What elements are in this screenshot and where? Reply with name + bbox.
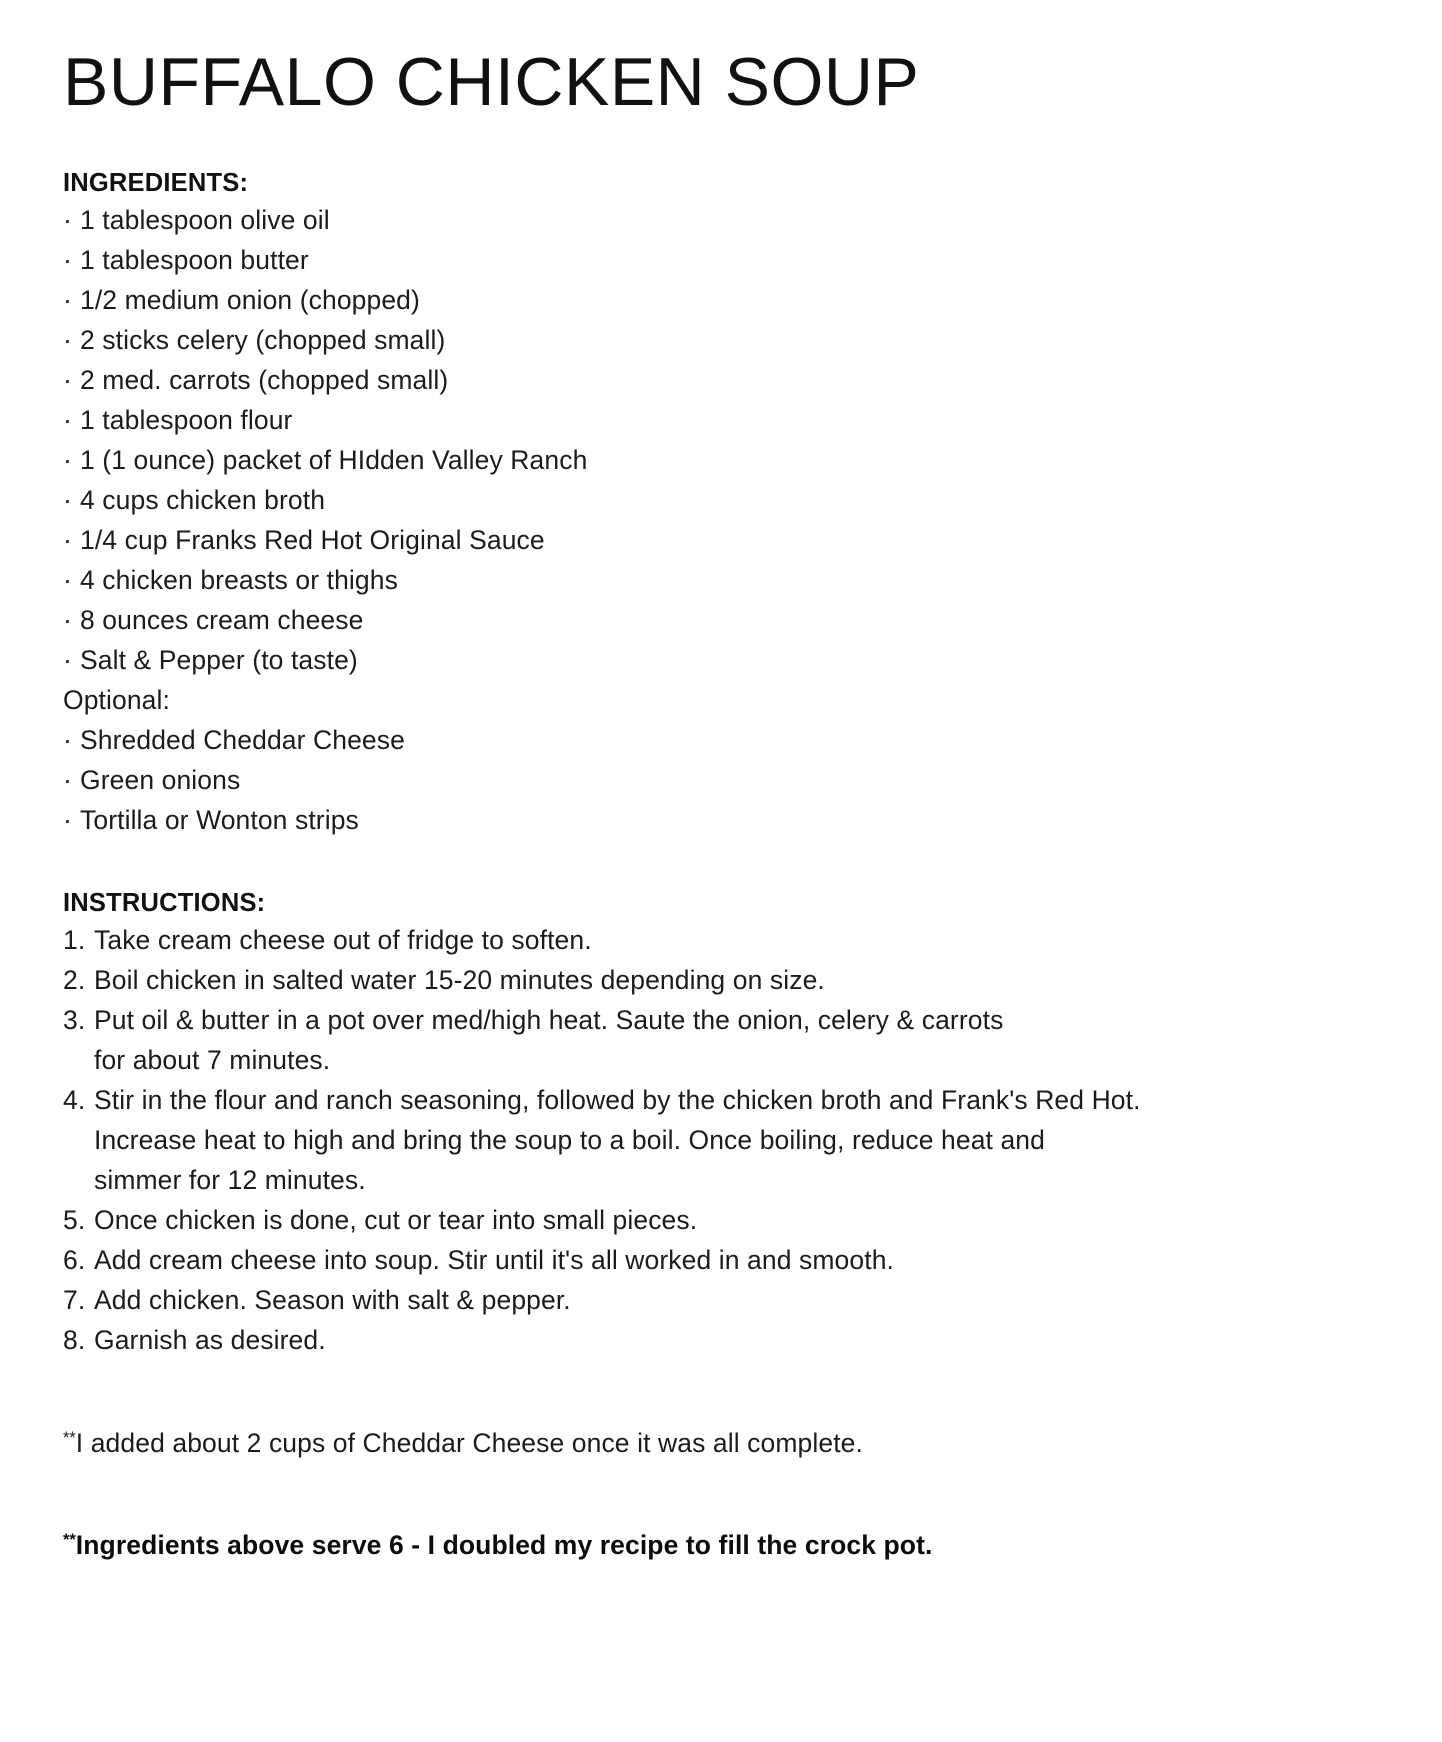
- cheddar-note-text: I added about 2 cups of Cheddar Cheese once it was all complete.: [75, 1427, 863, 1458]
- ingredient-text: 2 med. carrots (chopped small): [80, 364, 449, 395]
- bullet-icon: ·: [63, 364, 72, 395]
- ingredient-item: [63, 760, 1382, 800]
- ingredient-text: 1 tablespoon flour: [80, 404, 293, 435]
- ingredient-text: Salt & Pepper (to taste): [80, 644, 358, 675]
- page-title: BUFFALO CHICKEN SOUP: [63, 44, 920, 120]
- step-number: 6.: [63, 1244, 86, 1275]
- instruction-step: [63, 960, 1382, 1000]
- step-text: Put oil & butter in a pot over med/high heat. Saute the onion, celery & carrots: [94, 1004, 1004, 1035]
- ingredient-item: [63, 560, 1382, 600]
- ingredient-item: [63, 280, 1382, 320]
- step-text: Boil chicken in salted water 15-20 minutes depending on size.: [94, 964, 825, 995]
- serving-note: [63, 1520, 1382, 1565]
- step-number: 8.: [63, 1324, 86, 1355]
- step-number: 2.: [63, 964, 86, 995]
- ingredient-item: [63, 200, 1382, 240]
- bullet-icon: ·: [63, 284, 72, 315]
- ingredient-list: [63, 200, 1382, 840]
- ingredient-text: Optional:: [63, 684, 170, 715]
- instruction-step: [63, 1000, 1382, 1080]
- cheddar-note-marker: **: [63, 1428, 76, 1447]
- ingredient-item: [63, 800, 1382, 840]
- step-text: Garnish as desired.: [94, 1324, 326, 1355]
- ingredient-text: 1 (1 ounce) packet of HIdden Valley Ranch: [80, 444, 588, 475]
- ingredient-text: 1/2 medium onion (chopped): [80, 284, 420, 315]
- ingredient-text: 1/4 cup Franks Red Hot Original Sauce: [80, 524, 545, 555]
- bullet-icon: ·: [63, 484, 72, 515]
- ingredient-text: 4 cups chicken broth: [80, 484, 326, 515]
- step-text-continuation: for about 7 minutes.: [94, 1044, 331, 1075]
- instructions-heading: INSTRUCTIONS:: [63, 888, 266, 917]
- step-number: 1.: [63, 924, 86, 955]
- bullet-icon: ·: [63, 444, 72, 475]
- ingredient-item: [63, 360, 1382, 400]
- bullet-icon: ·: [63, 644, 72, 675]
- step-number: 7.: [63, 1284, 86, 1315]
- bullet-icon: ·: [63, 404, 72, 435]
- step-text-continuation: Increase heat to high and bring the soup to a boil. Once boiling, reduce heat and: [94, 1124, 1045, 1155]
- ingredient-item: [63, 720, 1382, 760]
- instruction-step: [63, 1080, 1382, 1200]
- step-text-continuation: simmer for 12 minutes.: [94, 1164, 366, 1195]
- step-number: 3.: [63, 1004, 86, 1035]
- serving-note-marker: **: [63, 1530, 76, 1549]
- ingredient-item: [63, 640, 1382, 680]
- instruction-step: [63, 1240, 1382, 1280]
- ingredient-item: [63, 240, 1382, 280]
- instruction-list: [63, 920, 1382, 1360]
- ingredient-item: [63, 680, 1382, 720]
- ingredient-text: Green onions: [80, 764, 241, 795]
- step-text: Add cream cheese into soup. Stir until it's all worked in and smooth.: [94, 1244, 894, 1275]
- ingredient-text: 1 tablespoon butter: [80, 244, 309, 275]
- step-text: Take cream cheese out of fridge to soften.: [94, 924, 592, 955]
- step-text: Add chicken. Season with salt & pepper.: [94, 1284, 571, 1315]
- bullet-icon: ·: [63, 524, 72, 555]
- ingredient-item: [63, 480, 1382, 520]
- step-number: 5.: [63, 1204, 86, 1235]
- step-text: Once chicken is done, cut or tear into small pieces.: [94, 1204, 698, 1235]
- step-number: 4.: [63, 1084, 86, 1115]
- instruction-step: [63, 1200, 1382, 1240]
- step-text: Stir in the flour and ranch seasoning, followed by the chicken broth and Frank's Red Hot.: [94, 1084, 1141, 1115]
- bullet-icon: ·: [63, 324, 72, 355]
- bullet-icon: ·: [63, 564, 72, 595]
- bullet-icon: ·: [63, 244, 72, 275]
- ingredient-item: [63, 400, 1382, 440]
- ingredient-text: 2 sticks celery (chopped small): [80, 324, 446, 355]
- ingredient-text: 8 ounces cream cheese: [80, 604, 364, 635]
- bullet-icon: ·: [63, 724, 72, 755]
- ingredient-item: [63, 520, 1382, 560]
- cheddar-note: [63, 1418, 1382, 1463]
- ingredient-text: 1 tablespoon olive oil: [80, 204, 330, 235]
- bullet-icon: ·: [63, 204, 72, 235]
- serving-note-text: Ingredients above serve 6 - I doubled my recipe to fill the crock pot.: [75, 1529, 933, 1560]
- instruction-step: [63, 1320, 1382, 1360]
- ingredient-item: [63, 600, 1382, 640]
- ingredients-section: [63, 168, 1382, 840]
- ingredient-text: 4 chicken breasts or thighs: [80, 564, 398, 595]
- ingredient-item: [63, 320, 1382, 360]
- ingredients-heading: INGREDIENTS:: [63, 169, 249, 197]
- instruction-step: [63, 1280, 1382, 1320]
- ingredient-item: [63, 440, 1382, 480]
- instruction-step: [63, 920, 1382, 960]
- instructions-section: [63, 888, 1382, 1360]
- bullet-icon: ·: [63, 604, 72, 635]
- ingredient-text: Shredded Cheddar Cheese: [80, 724, 405, 755]
- bullet-icon: ·: [63, 764, 72, 795]
- ingredient-text: Tortilla or Wonton strips: [80, 804, 359, 835]
- bullet-icon: ·: [63, 804, 72, 835]
